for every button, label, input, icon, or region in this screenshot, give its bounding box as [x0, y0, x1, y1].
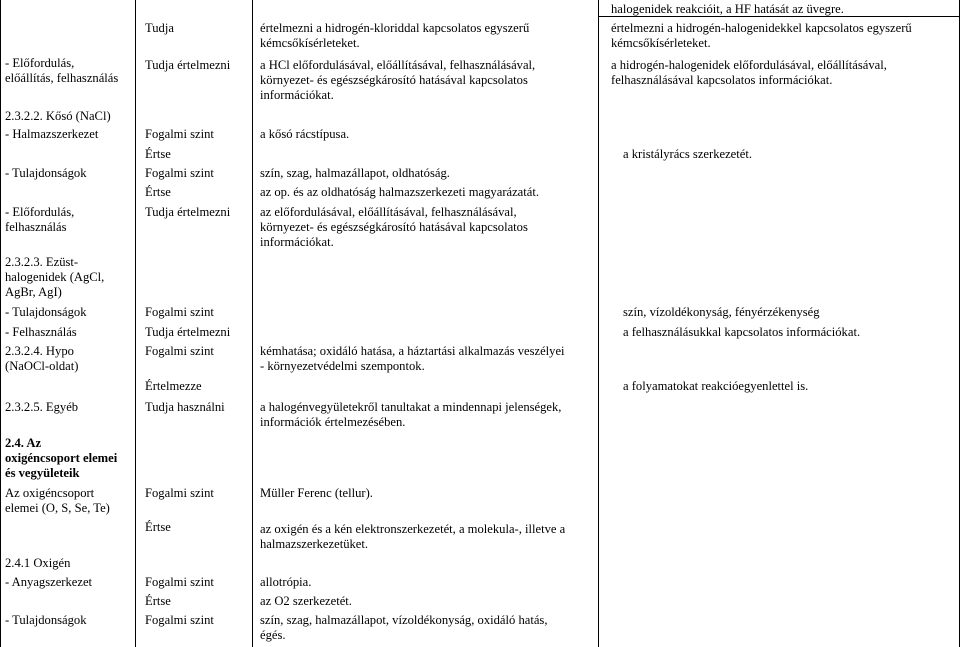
right-line: szín, vízoldékonyság, fényérzékenység — [623, 305, 820, 319]
verb-cell: Fogalmi szint — [145, 575, 214, 589]
topic-line: - Tulajdonságok — [5, 613, 87, 627]
right-line: a kristályrács szerkezetét. — [623, 147, 753, 161]
desc-line: környezet- és egészségkárosító hatásával kapcsolatos — [260, 73, 528, 87]
verb-cell: Értse — [145, 520, 171, 534]
topic-line: - Tulajdonságok — [5, 166, 87, 180]
right-line: a folyamatokat reakcióegyenlettel is. — [623, 379, 809, 393]
topic-line: elemei (O, S, Se, Te) — [5, 501, 110, 515]
desc-line: Müller Ferenc (tellur). — [260, 486, 373, 500]
verb-cell: Tudja értelmezni — [145, 325, 231, 339]
right-line: a hidrogén-halogenidek előfordulásával, előállításával, — [611, 58, 887, 72]
section-heading: 2.3.2.5. Egyéb — [5, 400, 79, 414]
verb-cell: Fogalmi szint — [145, 305, 214, 319]
verb-cell: Fogalmi szint — [145, 613, 214, 627]
desc-line: égés. — [260, 628, 286, 642]
section-heading: 2.4.1 Oxigén — [5, 556, 71, 570]
desc-line: az előfordulásával, előállításával, felhasználásával, — [260, 205, 517, 219]
desc-line: halmazszerkezetüket. — [260, 537, 369, 551]
topic-line: - Felhasználás — [5, 325, 77, 339]
desc-line: kémcsőkísérleteket. — [260, 36, 360, 50]
topic-line: - Anyagszerkezet — [5, 575, 93, 589]
verb-cell: Értse — [145, 147, 171, 161]
desc-line: információkat. — [260, 235, 334, 249]
verb-cell: Tudja értelmezni — [145, 58, 231, 72]
right-line: a felhasználásukkal kapcsolatos információkat. — [623, 325, 861, 339]
desc-line: allotrópia. — [260, 575, 312, 589]
grid-line-v3 — [252, 0, 253, 647]
desc-line: a kősó rácstípusa. — [260, 127, 350, 141]
grid-line-v1 — [0, 0, 1, 647]
topic-line: Az oxigéncsoport — [5, 486, 95, 500]
verb-cell: Fogalmi szint — [145, 127, 214, 141]
desc-line: a HCl előfordulásával, előállításával, felhasználásával, — [260, 58, 536, 72]
desc-line: információk értelmezésében. — [260, 415, 406, 429]
right-line: értelmezni a hidrogén-halogenidekkel kapcsolatos egyszerű — [611, 21, 912, 35]
verb-cell: Fogalmi szint — [145, 486, 214, 500]
section-heading: 2.3.2.3. Ezüst- — [5, 255, 79, 269]
desc-line: az oxigén és a kén elektronszerkezetét, a molekula-, illetve a — [260, 522, 566, 536]
desc-line: szín, szag, halmazállapot, oldhatóság. — [260, 166, 450, 180]
right-line: halogenidek reakcióit, a HF hatását az üvegre. — [611, 2, 844, 16]
grid-line-v2 — [135, 0, 136, 647]
verb-cell: Értse — [145, 594, 171, 608]
grid-line-v4 — [598, 0, 599, 647]
desc-line: környezet- és egészségkárosító hatásával kapcsolatos — [260, 220, 528, 234]
verb-cell: Tudja használni — [145, 400, 225, 414]
right-line: kémcsőkísérleteket. — [611, 36, 711, 50]
desc-line: az O2 szerkezetét. — [260, 594, 352, 608]
verb-cell: Értelmezze — [145, 379, 202, 393]
topic-line: - Előfordulás, — [5, 56, 75, 70]
topic-line: felhasználás — [5, 220, 67, 234]
desc-line: a halogénvegyületekről tanultakat a mindennapi jelenségek, — [260, 400, 562, 414]
section-heading: halogenidek (AgCl, — [5, 270, 105, 284]
desc-line: - környezetvédelmi szempontok. — [260, 359, 425, 373]
verb-cell: Értse — [145, 185, 171, 199]
desc-line: értelmezni a hidrogén-kloriddal kapcsolatos egyszerű — [260, 21, 530, 35]
verb-cell: Tudja értelmezni — [145, 205, 231, 219]
chapter-heading: 2.4. Az — [5, 436, 42, 450]
topic-line: - Halmazszerkezet — [5, 127, 99, 141]
verb-cell: Tudja — [145, 21, 174, 35]
desc-line: az op. és az oldhatóság halmazszerkezeti magyarázatát. — [260, 185, 540, 199]
desc-line: információkat. — [260, 88, 334, 102]
verb-cell: Fogalmi szint — [145, 166, 214, 180]
right-line: felhasználásával kapcsolatos információkat. — [611, 73, 833, 87]
desc-line: szín, szag, halmazállapot, vízoldékonyság, oxidáló hatás, — [260, 613, 548, 627]
topic-line: - Tulajdonságok — [5, 305, 87, 319]
chapter-heading: oxigéncsoport elemei — [5, 451, 118, 465]
chapter-heading: és vegyületeik — [5, 466, 80, 480]
topic-line: - Előfordulás, — [5, 205, 75, 219]
section-heading: AgBr, AgI) — [5, 285, 62, 299]
section-heading: 2.3.2.4. Hypo — [5, 344, 74, 358]
section-heading: (NaOCl-oldat) — [5, 359, 79, 373]
desc-line: kémhatása; oxidáló hatása, a háztartási alkalmazás veszélyei — [260, 344, 565, 358]
verb-cell: Fogalmi szint — [145, 344, 214, 358]
section-heading: 2.3.2.2. Kősó (NaCl) — [5, 109, 111, 123]
topic-line: előállítás, felhasználás — [5, 71, 119, 85]
